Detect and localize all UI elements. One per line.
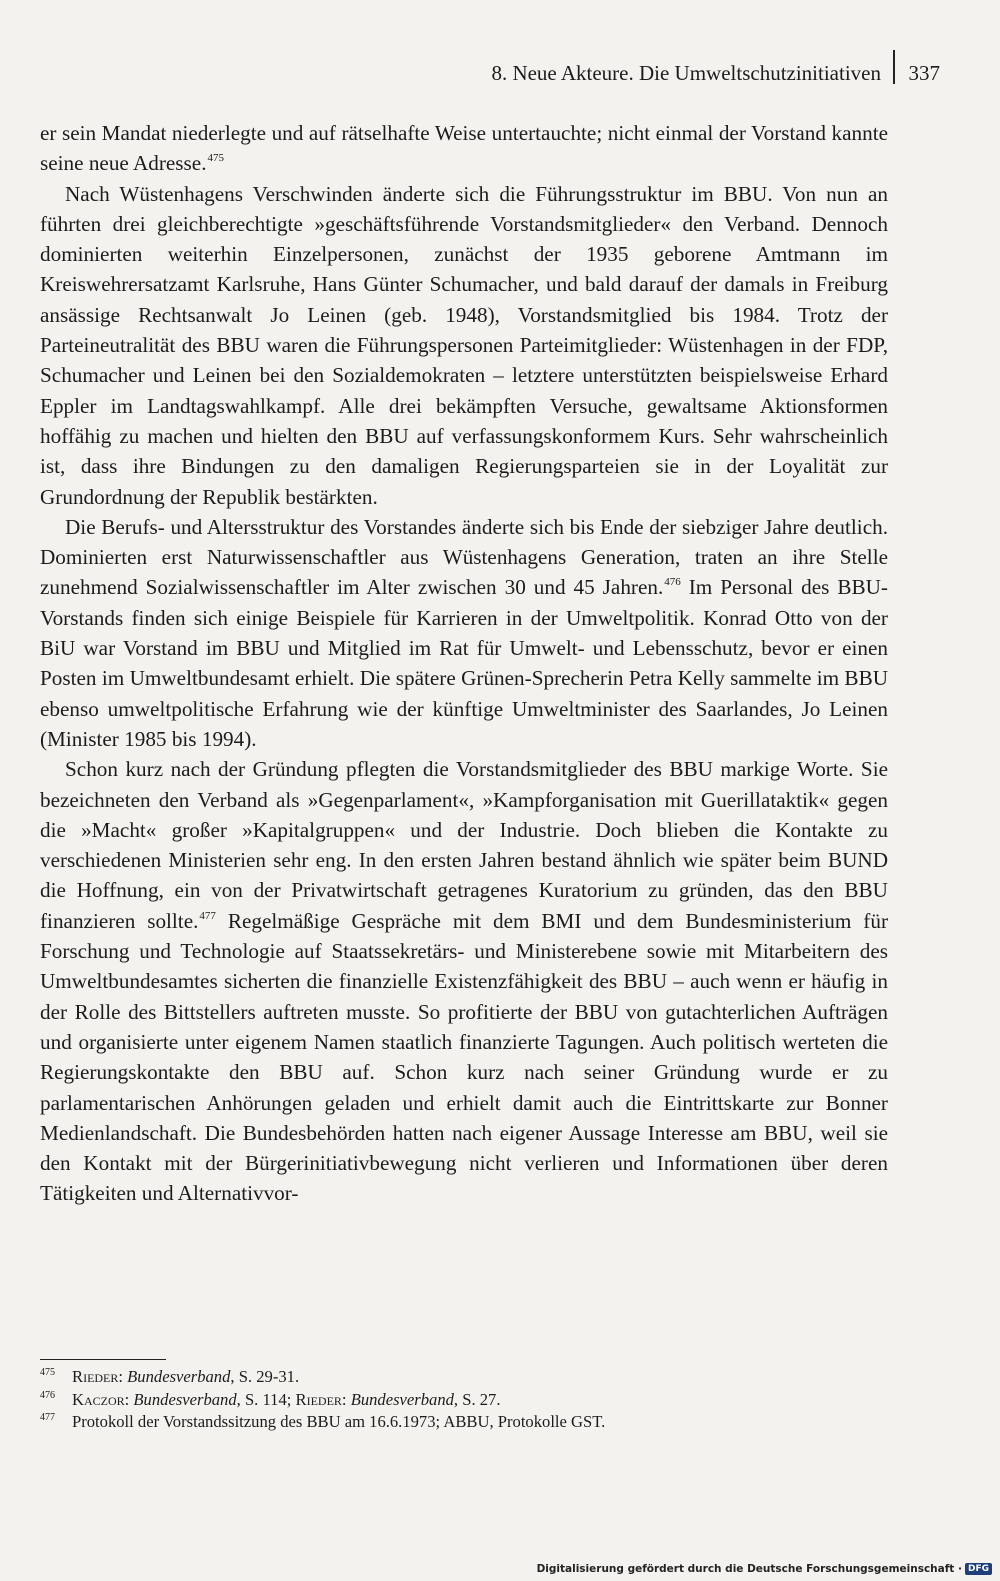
footnote-475 (40, 1366, 888, 1389)
footnote-number: 477 (40, 1412, 55, 1423)
body-text (40, 118, 888, 1209)
page-number: 337 (908, 60, 940, 85)
header-separator (893, 50, 895, 84)
paragraph (40, 118, 888, 179)
footnote-ref: 477 (199, 909, 216, 922)
footnote-number: 476 (40, 1389, 55, 1401)
footnote-477 (40, 1411, 888, 1434)
footnote-ref: 475 (207, 152, 224, 165)
footnote-text: Protokoll der Vorstandssitzung des BBU am 16.6.1973; ABBU, Protokolle GST. (72, 1412, 606, 1431)
paragraph-text: Schon kurz nach der Gründung pflegten die Vorstandsmitglieder des BBU markige Worte. Sie bezeichneten den Verband als »Gegenparlament«, »Kampforganisation mit Guerillataktik« gegen die »Macht« großer »Kapitalgruppen« und der Industrie. Doch blieben die Kontakte zu verschiedenen Ministerien sehr eng. In den ersten Jahren bestand ähnlich wie später beim BUND die Hoffnung, ein von der Privatwirtschaft getragenes Kuratorium zu gründen, das den BBU finanzieren sollte. (40, 757, 888, 933)
footnotes (40, 1366, 888, 1434)
paragraph-text: Nach Wüstenhagens Verschwinden änderte sich die Führungsstruktur im BBU. Von nun an führten drei gleichberechtigte »geschäftsführende Vorstandsmitglieder« den Verband. Dennoch dominierten weiterhin Einzelpersonen, zunächst der 1935 geborene Amtmann im Kreiswehrersatzamt Karlsruhe, Hans Günter Schumacher, und bald darauf der damals in Freiburg ansässige Rechtsanwalt Jo Leinen (geb. 1948), Vorstandsmitglied bis 1984. Trotz der Parteineutralität des BBU waren die Führungspersonen Parteimitglieder: Wüstenhagen in der FDP, Schumacher und Leinen bei den Sozialdemokraten – letztere unterstützten beispielsweise Erhard Eppler im Landtagswahlkampf. Alle drei bekämpften Versuche, gewaltsame Aktionsformen hoffähig zu machen und hielten den BBU auf verfassungskonformem Kurs. Sehr wahrscheinlich ist, dass ihre Bindungen zu den damaligen Regierungsparteien sie in der Loyalität zur Grundordnung der Republik bestärkten. (40, 181, 888, 509)
paragraph-text: Regelmäßige Gespräche mit dem BMI und dem Bundesministerium für Forschung und Technologie auf Staatssekretärs- und Ministerebene sowie mit Mitarbeitern des Umweltbundesamtes sicherten die finanzielle Existenzfähigkeit des BBU – auch wenn er häufig in der Rolle des Bittstellers auftreten musste. So profitierte der BBU von gutachterlichen Aufträgen und organisierte unter eigenem Namen staatlich finanzierte Tagungen. Auch politisch werteten die Regierungskontakte den BBU auf. Schon kurz nach seiner Gründung wurde er zu parlamentarischen Anhörungen geladen und erhielt damit auch die Eintrittskarte zur Bonner Medienlandschaft. Die Bundesbehörden hatten nach eigener Aussage Interesse am BBU, weil sie den Kontakt mit der Bürgerinitiativbewegung nicht verlieren und Informationen über deren Tätigkeiten und Alternativvor- (40, 908, 889, 1206)
footnote-number: 475 (40, 1367, 55, 1378)
footnote-text: Kaczor: Bundesverband, S. 114; Rieder: Bundesverband, S. 27. (72, 1389, 501, 1409)
footnote-text: Rieder: Bundesverband, S. 29-31. (72, 1367, 300, 1386)
paragraph-text: Die Berufs- und Altersstruktur des Vorstandes änderte sich bis Ende der siebziger Jahre deutlich. Dominierten erst Naturwissenschaftler aus Wüstenhagens Generation, traten an ihre Stelle zunehmend Sozialwissenschaftler im Alter zwischen 30 und 45 Jahren. (40, 514, 888, 600)
footnote-rule (40, 1359, 166, 1360)
digitization-credit (537, 1563, 992, 1575)
paragraph-text: Im Personal des BBU-Vorstands finden sich einige Beispiele für Karrieren in der Umweltpolitik. Konrad Otto von der BiU war Vorstand im BBU und Mitglied im Rat für Umwelt- und Lebensschutz, bevor er einen Posten im Umweltbundesamt erhielt. Die spätere Grünen-Sprecherin Petra Kelly sammelte im BBU ebenso umweltpolitische Erfahrung wie der künftige Umweltminister des Saarlandes, Jo Leinen (Minister 1985 bis 1994). (40, 575, 888, 751)
paragraph (40, 754, 888, 1208)
running-title: 8. Neue Akteure. Die Umweltschutzinitiativen (491, 60, 881, 85)
dfg-logo-icon: DFG (965, 1563, 992, 1575)
paragraph-text: er sein Mandat niederlegte und auf rätselhafte Weise untertauchte; nicht einmal der Vorstand kannte seine neue Adresse. (40, 121, 888, 176)
paragraph (40, 512, 888, 754)
credit-text: Digitalisierung gefördert durch die Deutsche Forschungsgemeinschaft · (536, 1563, 962, 1575)
footnote-476 (40, 1389, 888, 1412)
footnote-ref: 476 (664, 576, 681, 589)
paragraph (40, 179, 888, 512)
running-head (491, 56, 940, 90)
